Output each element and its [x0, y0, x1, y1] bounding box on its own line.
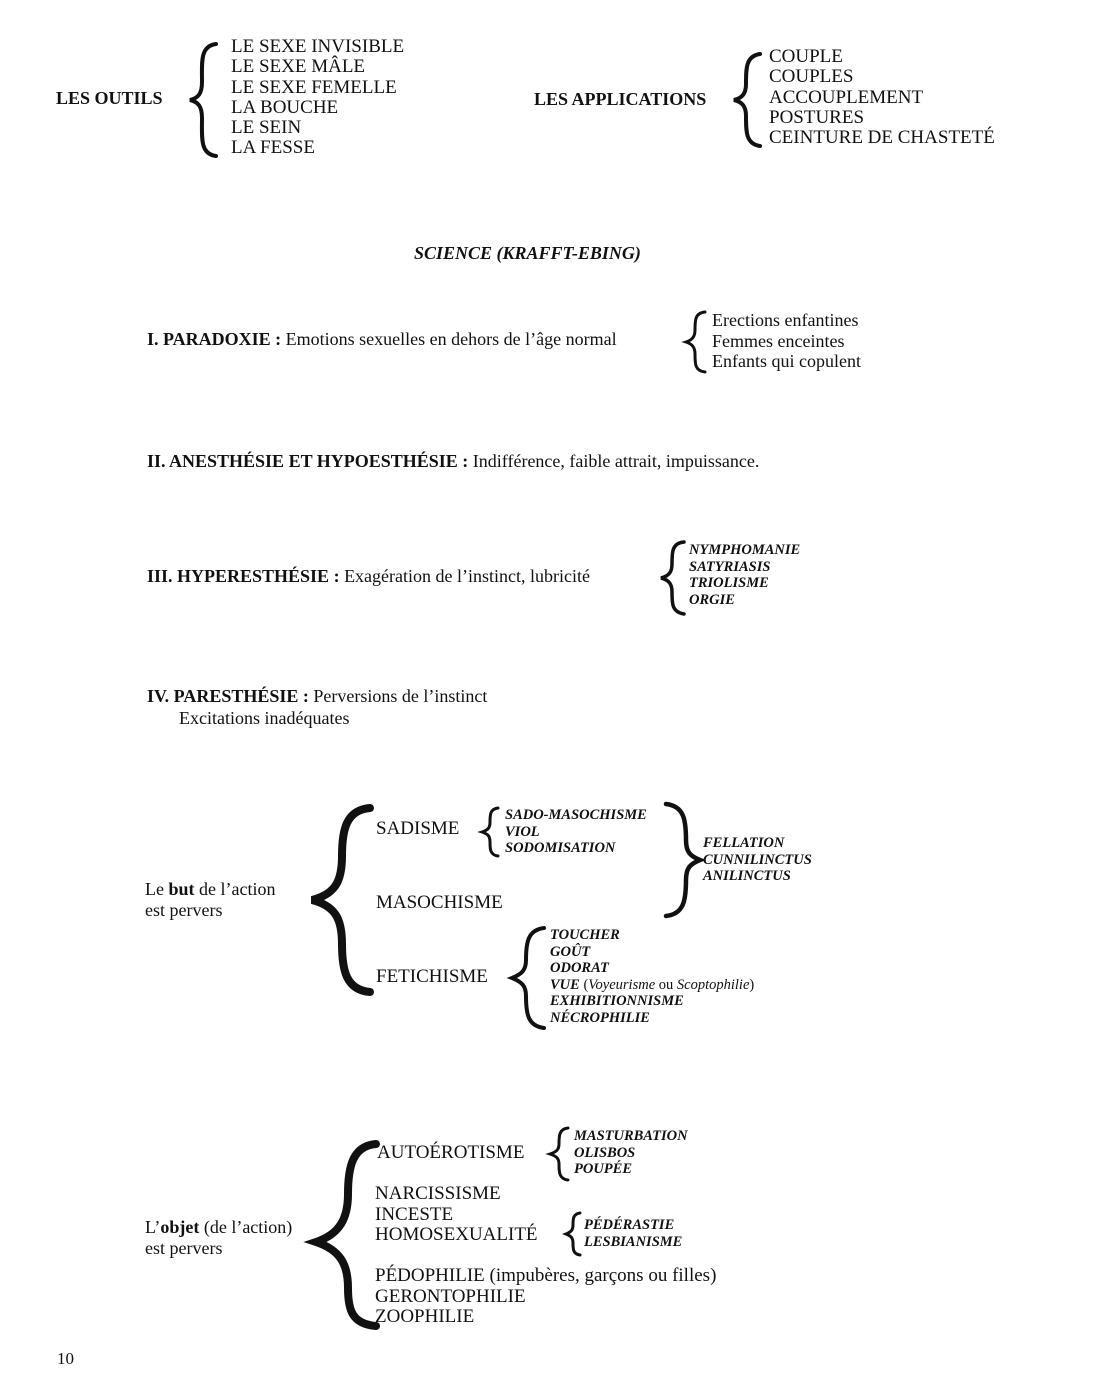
- sadisme-label: SADISME: [376, 818, 460, 839]
- paradoxie-line: [147, 329, 617, 350]
- outils-item: LA FESSE: [231, 137, 315, 159]
- applications-item: CEINTURE DE CHASTETÉ: [769, 127, 995, 149]
- hyperesthesie-item: NYMPHOMANIE: [689, 542, 801, 558]
- fetichisme-item: ODORAT: [550, 960, 609, 976]
- outils-list: [231, 37, 404, 159]
- sadisme-list: [505, 807, 647, 857]
- vue-label: VUE: [550, 976, 580, 993]
- paradoxie-brace: [683, 310, 713, 374]
- homosexualite-label: HOMOSEXUALITÉ: [375, 1224, 538, 1245]
- sadisme-item: VIOL: [505, 823, 540, 840]
- masochisme-label: MASOCHISME: [376, 892, 503, 913]
- hyperesthesie-item: ORGIE: [689, 591, 735, 608]
- sadisme-brace: [478, 806, 504, 858]
- outils-item: LA BOUCHE: [231, 96, 339, 118]
- paradoxie-text: Emotions sexuelles en dehors de l’âge normal: [285, 329, 617, 349]
- fetichisme-item: TOUCHER: [550, 927, 620, 943]
- inceste: INCESTE: [375, 1203, 454, 1225]
- fetichisme-list: [550, 927, 754, 1026]
- science-title: SCIENCE (KRAFFT-EBING): [414, 243, 641, 263]
- but-brace: [306, 804, 376, 996]
- sadisme-item: SODOMISATION: [505, 840, 616, 856]
- objet-list-mid: [375, 1184, 538, 1246]
- autoerotisme-list: [574, 1128, 688, 1178]
- hyperesthesie-heading: III. HYPERESTHÉSIE :: [147, 566, 340, 586]
- vue-voyeurisme: Voyeurisme: [588, 976, 656, 993]
- autoerotisme-label: AUTOÉROTISME: [377, 1142, 525, 1163]
- fetichisme-label: FETICHISME: [376, 966, 488, 987]
- but-label-line2: est pervers: [145, 900, 223, 920]
- hyperesthesie-brace: [658, 540, 690, 616]
- paresthesie-line: [147, 686, 487, 707]
- fetichisme-item: NÉCROPHILIE: [550, 1009, 650, 1026]
- fetichisme-item: GOÛT: [550, 943, 591, 960]
- anesthesie-heading: II. ANESTHÉSIE ET HYPOESTHÉSIE :: [147, 451, 469, 471]
- paradoxie-list: [712, 310, 861, 372]
- applications-item: COUPLE: [769, 46, 843, 67]
- objet-label: [145, 1217, 292, 1259]
- anesthesie-line: [147, 451, 759, 472]
- vue-ou: ou: [655, 976, 677, 993]
- hyperesthesie-list: [689, 542, 800, 608]
- autoerotisme-brace: [546, 1126, 574, 1182]
- applications-brace: [730, 52, 770, 148]
- outils-brace: [186, 42, 226, 158]
- but-label-post: de l’action: [194, 879, 276, 899]
- sadisme-item: SADO-MASOCHISME: [505, 807, 647, 823]
- hyperesthesie-item: SATYRIASIS: [689, 558, 771, 575]
- objet-list-bottom: [375, 1266, 716, 1328]
- zoophilie: ZOOPHILIE: [375, 1306, 475, 1327]
- outils-item: LE SEXE INVISIBLE: [231, 36, 405, 57]
- shared-closing-brace: [660, 802, 706, 918]
- fetichisme-brace: [508, 926, 550, 1030]
- outils-item: LE SEXE MÂLE: [231, 56, 366, 78]
- paradoxie-heading: I. PARADOXIE :: [147, 329, 282, 349]
- paresthesie-heading: IV. PARESTHÉSIE :: [147, 686, 309, 706]
- shared-item: ANILINCTUS: [703, 868, 791, 884]
- fetichisme-item: EXHIBITIONNISME: [550, 993, 684, 1009]
- paresthesie-text-2: Excitations inadéquates: [179, 708, 350, 728]
- hyperesthesie-item: TRIOLISME: [689, 575, 769, 591]
- applications-item: POSTURES: [769, 106, 865, 128]
- anesthesie-text: Indifférence, faible attrait, impuissance.: [472, 451, 760, 471]
- vue-paren-close: ): [749, 976, 755, 993]
- shared-item: FELLATION: [703, 835, 785, 851]
- fetichisme-item-vue: [550, 977, 754, 994]
- gerontophilie: GERONTOPHILIE: [375, 1285, 526, 1307]
- homosexualite-item: PÉDÉRASTIE: [584, 1217, 675, 1233]
- objet-label-post: (de l’action): [199, 1217, 293, 1237]
- shared-list: [703, 835, 812, 885]
- objet-brace: [310, 1138, 382, 1332]
- objet-label-pre: L’: [145, 1217, 161, 1237]
- narcissisme: NARCISSISME: [375, 1183, 501, 1204]
- homosexualite-brace: [562, 1211, 586, 1257]
- autoerotisme-item: POUPÉE: [574, 1161, 632, 1177]
- outils-item: LE SEIN: [231, 117, 302, 139]
- autoerotisme-item: OLISBOS: [574, 1144, 636, 1161]
- autoerotisme-item: MASTURBATION: [574, 1128, 688, 1144]
- paresthesie-text-1: Perversions de l’instinct: [313, 686, 488, 706]
- page-number: 10: [57, 1349, 74, 1368]
- objet-label-bold: objet: [160, 1217, 200, 1237]
- shared-item: CUNNILINCTUS: [703, 851, 812, 868]
- vue-scoptophilie: Scoptophilie: [676, 976, 750, 993]
- but-label-bold: but: [168, 879, 195, 899]
- hyperesthesie-text: Exagération de l’instinct, lubricité: [344, 566, 590, 586]
- homosexualite-list: [584, 1217, 682, 1250]
- paradoxie-item: Erections enfantines: [712, 310, 859, 330]
- homosexualite-item: LESBIANISME: [584, 1233, 683, 1250]
- applications-label: LES APPLICATIONS: [534, 89, 707, 109]
- objet-label-line2: est pervers: [145, 1238, 223, 1258]
- paradoxie-item: Enfants qui copulent: [712, 351, 861, 371]
- pedophilie: PÉDOPHILIE (impubères, garçons ou filles): [375, 1265, 717, 1286]
- applications-list: [769, 47, 995, 148]
- vue-paren-open: (: [579, 976, 589, 993]
- hyperesthesie-line: [147, 566, 590, 587]
- paradoxie-item: Femmes enceintes: [712, 330, 845, 351]
- applications-item: COUPLES: [769, 66, 854, 88]
- but-label: [145, 879, 275, 921]
- but-label-pre: Le: [145, 879, 169, 899]
- applications-item: ACCOUPLEMENT: [769, 86, 924, 108]
- outils-label: LES OUTILS: [56, 88, 163, 108]
- outils-item: LE SEXE FEMELLE: [231, 76, 397, 98]
